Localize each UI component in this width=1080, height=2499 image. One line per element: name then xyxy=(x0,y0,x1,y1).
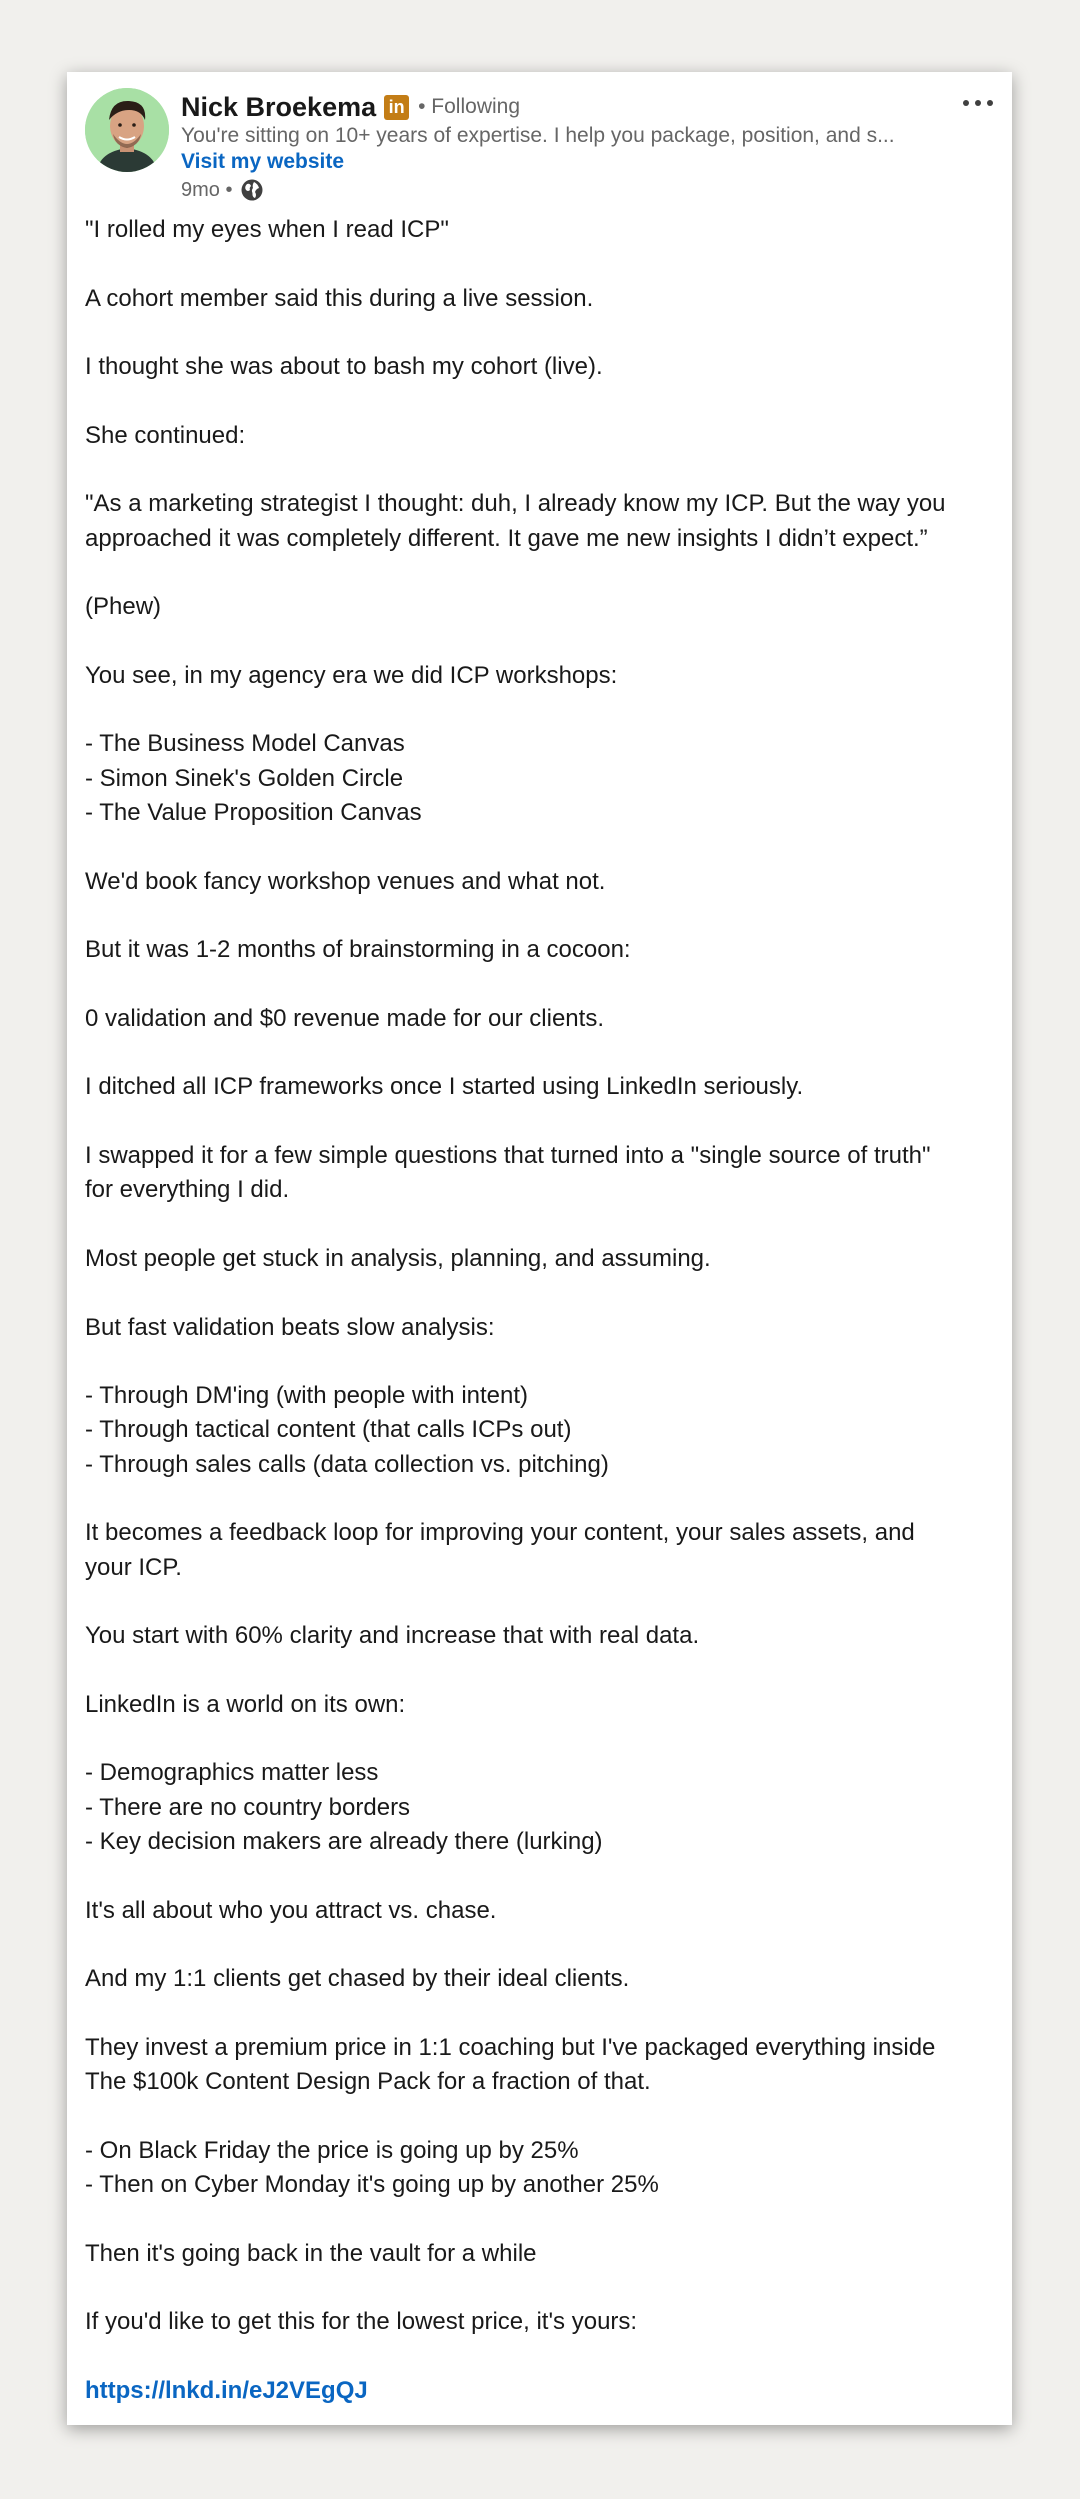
post-line: - There are no country borders xyxy=(85,1793,411,1821)
post-line: (Phew) xyxy=(85,593,162,621)
post-line: - The Value Proposition Canvas xyxy=(85,799,422,827)
post-body xyxy=(85,213,995,2408)
paragraph-gap xyxy=(85,453,995,487)
paragraph-gap xyxy=(85,1859,995,1893)
post-line: She continued: xyxy=(85,421,246,449)
author-name[interactable]: Nick Broekema xyxy=(181,91,377,122)
post-paragraph xyxy=(85,1139,995,1208)
visit-website-link[interactable]: Visit my website xyxy=(181,150,345,173)
following-status: • Following xyxy=(418,95,521,118)
post-line: It's all about who you attract vs. chase. xyxy=(85,1896,497,1924)
post-line: We'd book fancy workshop venues and what not. xyxy=(85,867,606,895)
post-meta xyxy=(181,176,264,204)
post-paragraph xyxy=(85,1516,995,1585)
paragraph-gap xyxy=(85,968,995,1002)
author-headline: You're sitting on 10+ years of expertise. I help you package, position, and s... xyxy=(181,124,895,147)
post-line: A cohort member said this during a live session. xyxy=(85,284,594,312)
post-line: But it was 1-2 months of brainstorming in a cocoon: xyxy=(85,936,631,964)
post-line: LinkedIn is a world on its own: xyxy=(85,1690,406,1718)
post-line: "I rolled my eyes when I read ICP" xyxy=(85,216,449,243)
post-paragraph xyxy=(85,487,995,556)
post-line: I thought she was about to bash my cohort (live). xyxy=(85,353,603,381)
post-line: You start with 60% clarity and increase that with real data. xyxy=(85,1622,700,1650)
post-paragraph xyxy=(85,1242,995,1276)
post-line: - Through tactical content (that calls ICPs out) xyxy=(85,1416,572,1444)
paragraph-gap xyxy=(85,1105,995,1139)
post-line: - Through sales calls (data collection vs. pitching) xyxy=(85,1450,609,1478)
post-line: I ditched all ICP frameworks once I started using LinkedIn seriously. xyxy=(85,1073,804,1101)
post-line: I swapped it for a few simple questions that turned into a "single source of truth" xyxy=(85,1142,931,1170)
post-line: - Then on Cyber Monday it's going up by another 25% xyxy=(85,2170,659,2198)
paragraph-gap xyxy=(85,1722,995,1756)
post-paragraph xyxy=(85,1962,995,1996)
paragraph-gap xyxy=(85,384,995,418)
paragraph-gap xyxy=(85,2271,995,2305)
paragraph-gap xyxy=(85,1345,995,1379)
post-line: They invest a premium price in 1:1 coaching but I've packaged everything inside xyxy=(85,2033,936,2061)
post-paragraph xyxy=(85,1311,995,1345)
post-line: Then it's going back in the vault for a while xyxy=(85,2239,537,2267)
paragraph-gap xyxy=(85,316,995,350)
post-card xyxy=(67,72,1012,2425)
globe-icon xyxy=(240,178,264,202)
post-paragraph xyxy=(85,1894,995,1928)
paragraph-gap xyxy=(85,1276,995,1310)
linkedin-premium-badge-icon: in xyxy=(384,95,409,120)
paragraph-gap xyxy=(85,2099,995,2133)
paragraph-gap xyxy=(85,1482,995,1516)
post-line: - Through DM'ing (with people with intent) xyxy=(85,1382,529,1410)
post-paragraph xyxy=(85,350,995,384)
paragraph-gap xyxy=(85,2202,995,2236)
post-paragraph xyxy=(85,659,995,693)
paragraph-gap xyxy=(85,1996,995,2030)
avatar[interactable] xyxy=(85,88,169,172)
post-paragraph xyxy=(85,865,995,899)
paragraph-gap xyxy=(85,830,995,864)
dot xyxy=(975,100,981,106)
post-paragraph xyxy=(85,2305,995,2339)
post-paragraph xyxy=(85,1619,995,1653)
post-paragraph xyxy=(85,1070,995,1104)
author-name-row xyxy=(181,90,520,124)
post-line: You see, in my agency era we did ICP workshops: xyxy=(85,661,618,689)
paragraph-gap xyxy=(85,625,995,659)
post-paragraph xyxy=(85,2031,995,2100)
post-line: - Simon Sinek's Golden Circle xyxy=(85,764,404,792)
post-paragraph xyxy=(85,2237,995,2271)
post-paragraph xyxy=(85,2134,995,2203)
paragraph-gap xyxy=(85,2339,995,2373)
post-time: 9mo • xyxy=(181,178,233,201)
post-paragraph xyxy=(85,1756,995,1859)
post-line: It becomes a feedback loop for improving your content, your sales assets, and xyxy=(85,1519,915,1547)
post-paragraph xyxy=(85,282,995,316)
paragraph-gap xyxy=(85,247,995,281)
paragraph-gap xyxy=(85,899,995,933)
post-line: - Key decision makers are already there (lurking) xyxy=(85,1827,603,1855)
paragraph-gap xyxy=(85,1653,995,1687)
paragraph-gap xyxy=(85,693,995,727)
paragraph-gap xyxy=(85,1036,995,1070)
dot xyxy=(987,100,993,106)
paragraph-gap xyxy=(85,556,995,590)
post-line: The $100k Content Design Pack for a fraction of that. xyxy=(85,2068,651,2096)
more-options-icon[interactable] xyxy=(963,96,993,110)
paragraph-gap xyxy=(85,1585,995,1619)
post-line: Most people get stuck in analysis, planning, and assuming. xyxy=(85,1244,711,1272)
post-paragraph xyxy=(85,727,995,830)
paragraph-gap xyxy=(85,1928,995,1962)
post-line: 0 validation and $0 revenue made for our clients. xyxy=(85,1004,604,1032)
paragraph-gap xyxy=(85,1208,995,1242)
post-paragraph xyxy=(85,590,995,624)
post-line: your ICP. xyxy=(85,1553,182,1581)
post-paragraph xyxy=(85,213,995,247)
post-line: "As a marketing strategist I thought: duh, I already know my ICP. But the way you xyxy=(85,490,946,518)
post-line: - Demographics matter less xyxy=(85,1759,379,1787)
dot xyxy=(963,100,969,106)
post-line: approached it was completely different. It gave me new insights I didn’t expect.” xyxy=(85,524,928,552)
post-paragraph xyxy=(85,1688,995,1722)
avatar-portrait-icon xyxy=(85,88,169,172)
post-line: - The Business Model Canvas xyxy=(85,730,405,758)
post-line: But fast validation beats slow analysis: xyxy=(85,1313,495,1341)
post-line: - On Black Friday the price is going up by 25% xyxy=(85,2136,579,2164)
post-link[interactable]: https://lnkd.in/eJ2VEgQJ xyxy=(85,2376,368,2404)
post-line: If you'd like to get this for the lowest price, it's yours: xyxy=(85,2308,638,2336)
post-paragraph xyxy=(85,419,995,453)
post-line: And my 1:1 clients get chased by their ideal clients. xyxy=(85,1965,630,1993)
post-paragraph xyxy=(85,933,995,967)
post-paragraph xyxy=(85,1002,995,1036)
post-line: for everything I did. xyxy=(85,1176,290,1204)
post-paragraph xyxy=(85,1379,995,1482)
